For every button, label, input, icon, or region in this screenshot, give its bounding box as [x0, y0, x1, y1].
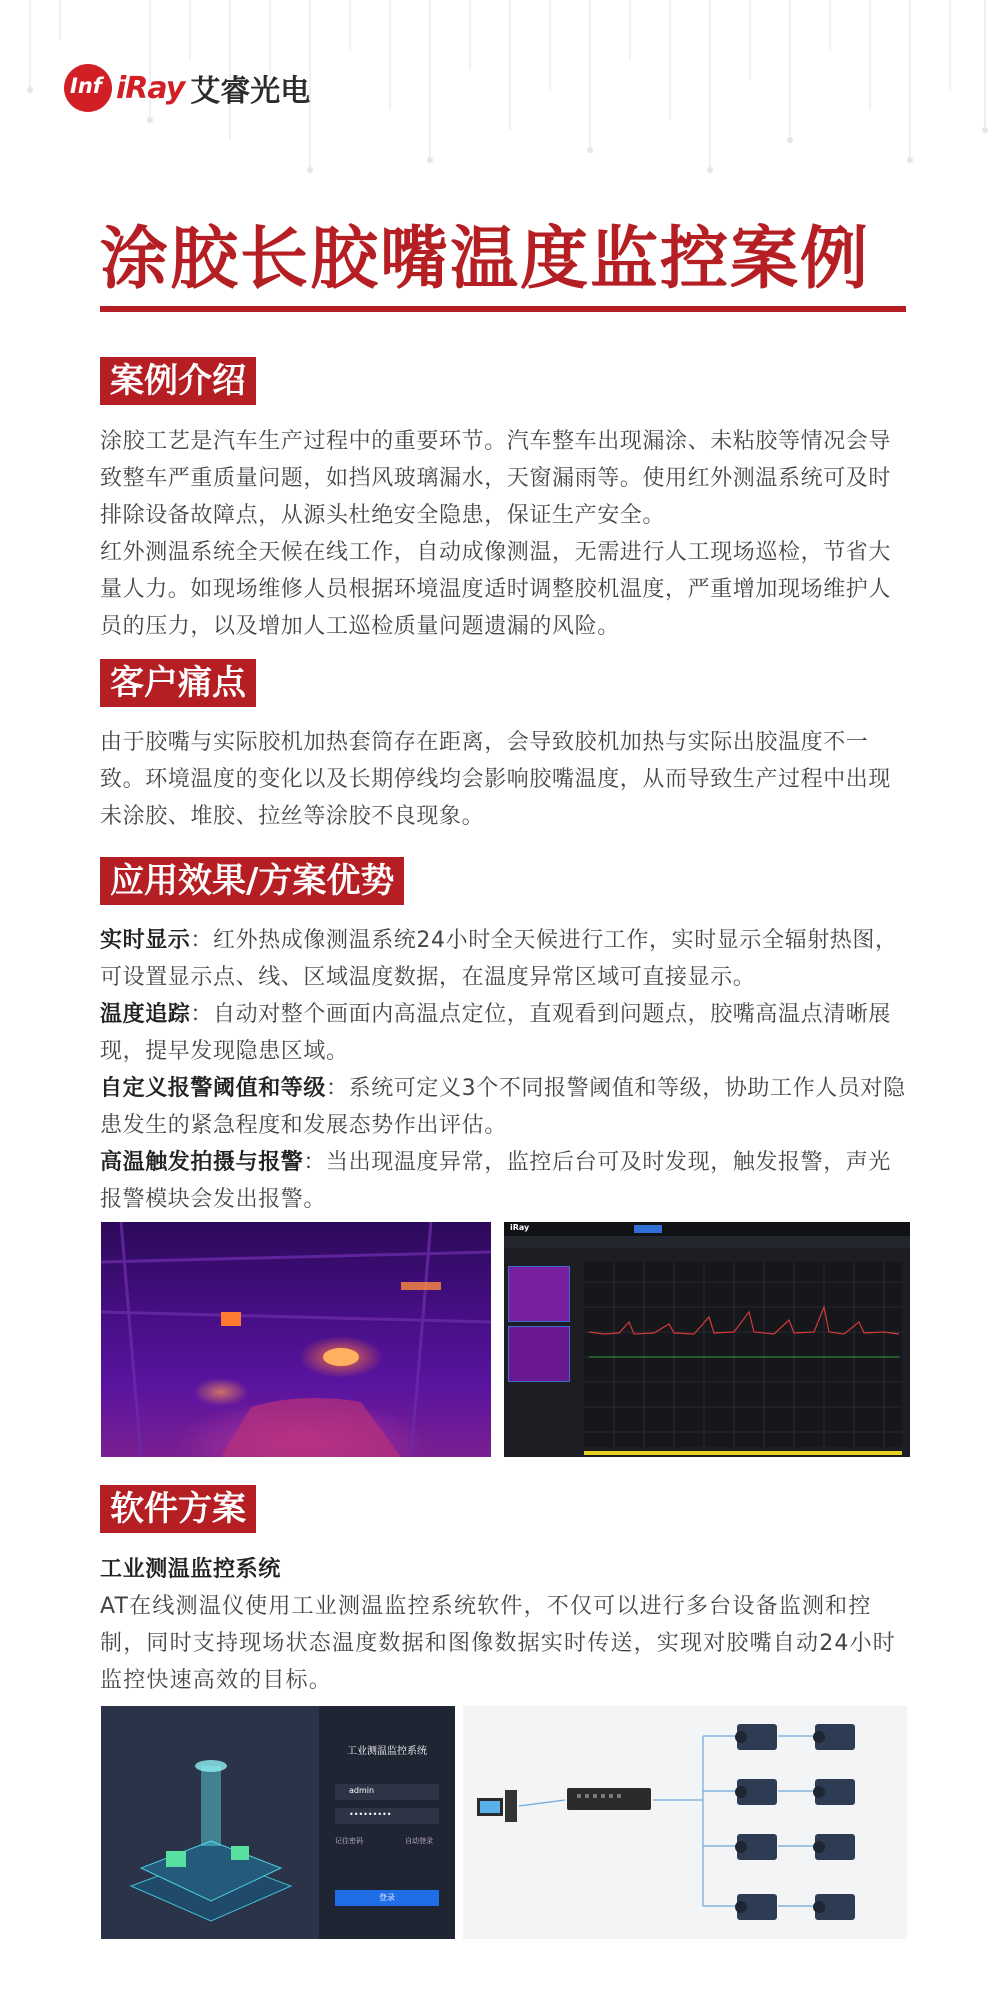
remember-password-checkbox[interactable]: 记住密码: [335, 1837, 363, 1845]
auto-login-checkbox[interactable]: 自动登录: [405, 1837, 433, 1845]
camera-thumbnail[interactable]: [508, 1266, 570, 1322]
effect-list: [100, 922, 912, 1218]
company-logo: [64, 62, 310, 114]
section-heading-intro: 案例介绍: [100, 357, 256, 405]
effect-item-label: 实时显示: [100, 928, 191, 953]
effect-item-text: ：自动对整个画面内高温点定位，直观看到问题点，胶嘴高温点清晰展现，提早发现隐患区域。: [100, 1002, 892, 1064]
effect-item: [100, 922, 912, 996]
username-input[interactable]: [335, 1784, 439, 1800]
software-toolbar: [504, 1236, 910, 1248]
logo-mark: Inf: [64, 64, 112, 112]
thermal-image-details: [101, 1222, 491, 1457]
login-title: 工业测温监控系统: [347, 1746, 427, 1757]
software-brand: iRay: [510, 1223, 530, 1232]
network-switch-icon: [567, 1788, 651, 1810]
section-heading-pain: 客户痛点: [100, 659, 256, 707]
effect-item-text: ：红外热成像测温系统24小时全天候进行工作，实时显示全辐射热图，可设置显示点、线、区域温度数据，在温度异常区域可直接显示。: [100, 928, 898, 990]
logo-cn-name: 艾睿光电: [190, 74, 311, 109]
software-trend-screenshot: [504, 1222, 910, 1457]
effect-item-text: ：当出现温度异常，监控后台可及时发现，触发报警，声光报警模块会发出报警。: [100, 1150, 892, 1212]
isometric-illustration: [121, 1746, 301, 1926]
network-diagram: [463, 1706, 907, 1939]
login-screenshot: [101, 1706, 455, 1939]
temperature-trend-chart: [584, 1262, 902, 1447]
intro-paragraph-1: 涂胶工艺是汽车生产过程中的重要环节。汽车整车出现漏涂、未粘胶等情况会导致整车严重质量问题，如挡风玻璃漏水，天窗漏雨等。使用红外测温系统可及时排除设备故障点，从源头杜绝安全隐患，保证生产安全。: [100, 429, 892, 528]
section-heading-effect: 应用效果/方案优势: [100, 857, 404, 905]
software-subheading: 工业测温监控系统: [100, 1557, 281, 1582]
software-titlebar: [504, 1222, 910, 1236]
pain-paragraph: 由于胶嘴与实际胶机加热套筒存在距离，会导致胶机加热与实际出胶温度不一致。环境温度的变化以及长期停线均会影响胶嘴温度，从而导致生产过程中出现未涂胶、堆胶、拉丝等涂胶不良现象。: [100, 730, 892, 829]
effect-item: [100, 1070, 912, 1144]
effect-item: [100, 1144, 912, 1218]
thermal-image: [101, 1222, 491, 1457]
effect-item-label: 温度追踪: [100, 1002, 191, 1027]
monitor-pc-icon: [477, 1790, 517, 1822]
effect-item-label: 高温触发拍摄与报警: [100, 1150, 304, 1175]
page-title: 涂胶长胶嘴温度监控案例: [100, 220, 871, 299]
username-value: admin: [349, 1786, 375, 1795]
software-paragraph: AT在线测温仪使用工业测温监控系统软件，不仅可以进行多台设备监测和控制，同时支持现场状态温度数据和图像数据实时传送，实现对胶嘴自动24小时监控快速高效的目标。: [100, 1594, 896, 1693]
effect-item-label: 自定义报警阈值和等级: [100, 1076, 327, 1101]
section-heading-software: 软件方案: [100, 1485, 256, 1533]
camera-thumbnail[interactable]: [508, 1326, 570, 1382]
login-panel: [319, 1706, 455, 1939]
title-divider: [100, 306, 906, 312]
network-topology-image: [463, 1706, 907, 1939]
password-value: •••••••••: [349, 1810, 392, 1819]
timeline-bar[interactable]: [584, 1451, 902, 1455]
logo-brand: iRay: [116, 70, 185, 106]
effect-item-text: ：系统可定义3个不同报警阈值和等级，协助工作人员对隐患发生的紧急程度和发展态势作出评估。: [100, 1076, 906, 1138]
password-input[interactable]: [335, 1808, 439, 1824]
effect-item: [100, 996, 912, 1070]
login-button[interactable]: 登录: [335, 1890, 439, 1906]
software-active-tab[interactable]: [634, 1225, 662, 1233]
intro-paragraph-2: 红外测温系统全天候在线工作，自动成像测温，无需进行人工现场巡检，节省大量人力。如现场维修人员根据环境温度适时调整胶机温度，严重增加现场维护人员的压力，以及增加人工巡检质量问题遗漏的风险。: [100, 540, 892, 639]
